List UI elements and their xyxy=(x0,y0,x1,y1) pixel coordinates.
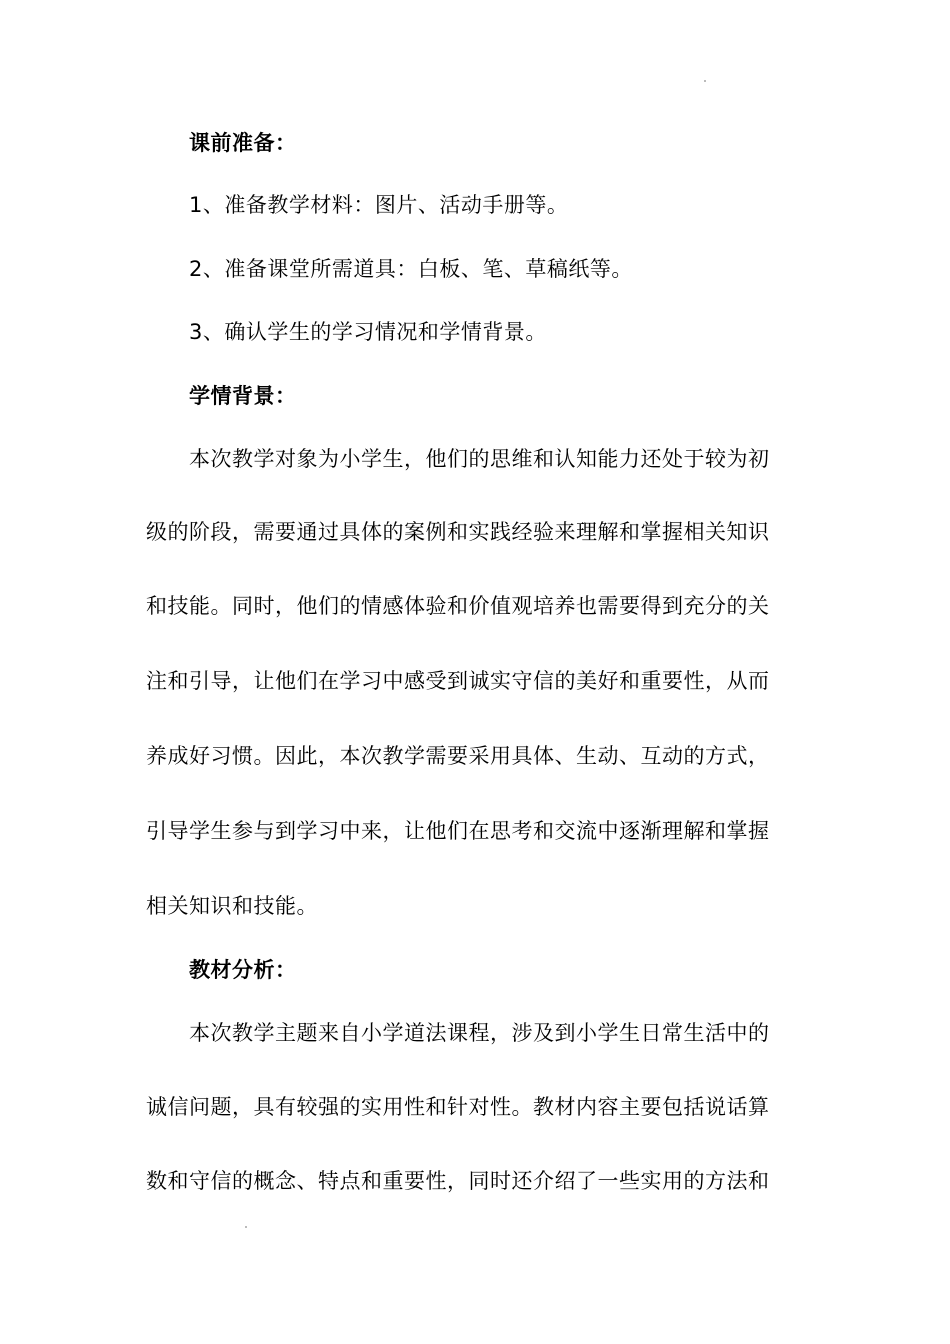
scan-mark-bottom xyxy=(245,1226,247,1228)
analysis-line-3: 数和守信的概念、特点和重要性，同时还介绍了一些实用的方法和 xyxy=(146,1169,770,1193)
heading-background: 学情背景： xyxy=(189,384,297,408)
background-line-7: 相关知识和技能。 xyxy=(146,894,318,918)
background-line-2: 级的阶段，需要通过具体的案例和实践经验来理解和掌握相关知识 xyxy=(146,520,770,544)
prep-item-3: 3、确认学生的学习情况和学情背景。 xyxy=(189,320,547,344)
background-line-1: 本次教学对象为小学生，他们的思维和认知能力还处于较为初 xyxy=(189,447,770,471)
prep-item-2: 2、准备课堂所需道具：白板、笔、草稿纸等。 xyxy=(189,257,633,281)
analysis-line-1: 本次教学主题来自小学道法课程，涉及到小学生日常生活中的 xyxy=(189,1021,770,1045)
background-line-5: 养成好习惯。因此，本次教学需要采用具体、生动、互动的方式， xyxy=(146,744,770,768)
background-line-6: 引导学生参与到学习中来，让他们在思考和交流中逐渐理解和掌握 xyxy=(146,819,770,843)
prep-item-1: 1、准备教学材料：图片、活动手册等。 xyxy=(189,193,569,217)
heading-prep: 课前准备： xyxy=(189,131,297,155)
scan-mark-top xyxy=(704,80,706,82)
background-line-4: 注和引导，让他们在学习中感受到诚实守信的美好和重要性，从而 xyxy=(146,669,770,693)
analysis-line-2: 诚信问题，具有较强的实用性和针对性。教材内容主要包括说话算 xyxy=(146,1095,770,1119)
background-line-3: 和技能。同时，他们的情感体验和价值观培养也需要得到充分的关 xyxy=(146,594,770,618)
heading-analysis: 教材分析： xyxy=(189,958,297,982)
